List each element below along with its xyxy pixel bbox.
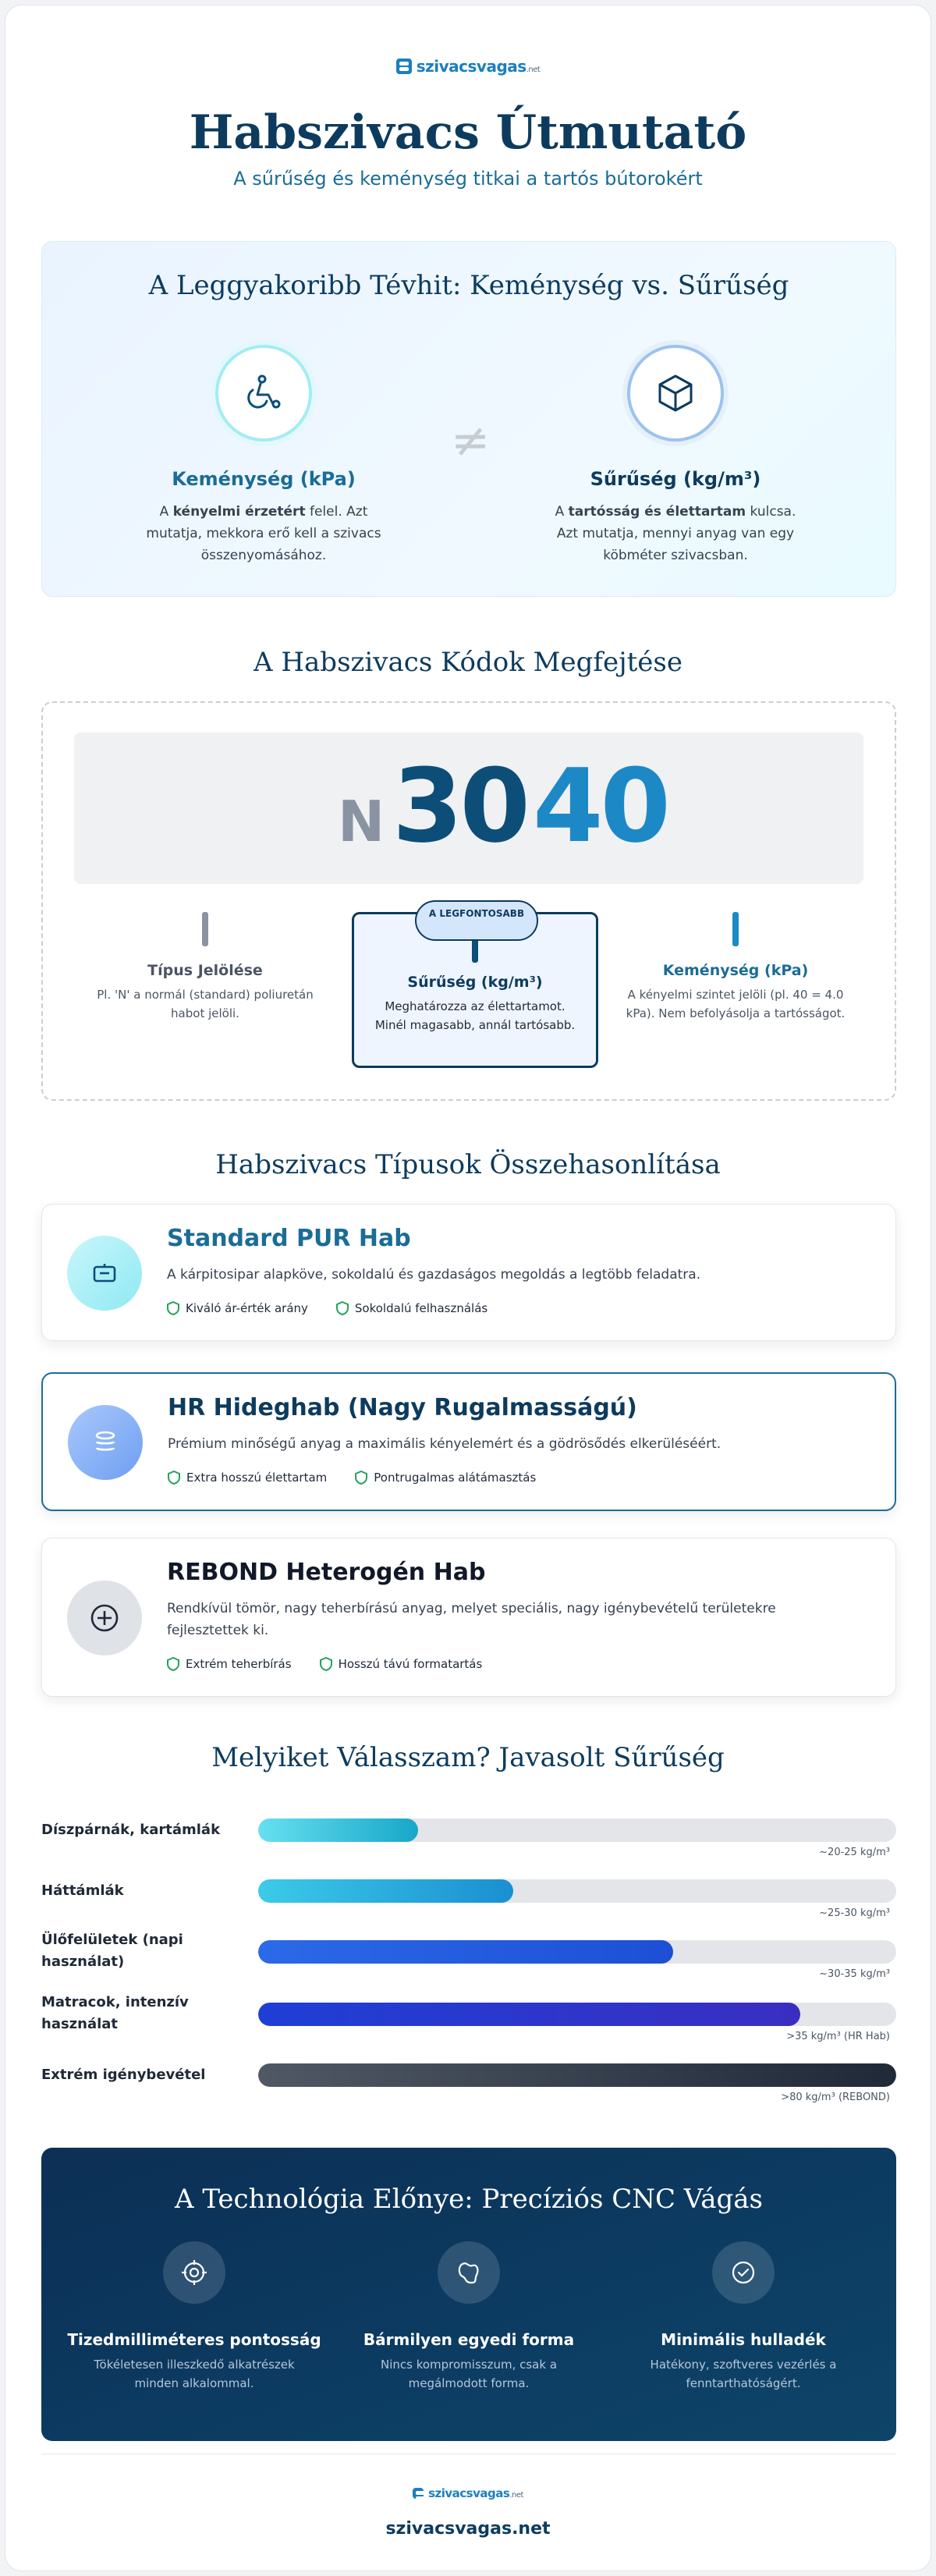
logo-mark-icon [396,59,412,74]
code-hardness-digits: 40 [533,747,668,865]
shield-check-icon [355,1471,367,1485]
density-row-value: >35 kg/m³ (HR Hab) [786,2031,890,2042]
density-bar-track [258,2003,896,2026]
card-features: Extra hosszú élettartam Pontrugalmas alátámasztás [168,1471,536,1485]
density-row-value: ~25-30 kg/m³ [819,1907,890,1919]
comparison-title: Habszivacs Típusok Összehasonlítása [215,1149,721,1180]
tech-heading: Minimális hulladék [661,2330,826,2349]
density-heading: Sűrűség (kg/m³) [590,468,761,490]
density-row-label: Díszpárnák, kartámlák [41,1822,221,1838]
shield-check-icon [320,1657,332,1671]
density-row-label: Háttámlák [41,1882,124,1899]
density-bar-track [258,2063,896,2087]
density-bar-track [258,1818,896,1842]
foam-card-rebond[interactable] [41,1538,896,1697]
myth-section [41,241,896,597]
custom-shape-icon [438,2241,500,2304]
density-row-label: Ülőfelületek (napi használat) [41,1932,183,1970]
density-row-label: Matracok, intenzív használat [41,1994,189,2032]
type-text: Pl. 'N' a normál (standard) poliuretán habot jelöli. [97,988,314,1020]
shield-check-icon [336,1301,349,1315]
technology-section [41,2148,896,2441]
type-marker [202,912,208,946]
foam-card-standard[interactable] [41,1204,896,1341]
technology-title: A Technológia Előnye: Precíziós CNC Vágás [175,2184,763,2215]
density-row-value: ~30-35 kg/m³ [819,1968,890,1980]
density-row-value: ~20-25 kg/m³ [819,1847,890,1858]
target-icon [163,2241,225,2304]
hardness-marker [732,912,739,946]
infographic-page [5,5,931,2571]
tech-heading: Tizedmilliméteres pontosság [67,2330,321,2349]
code-display [74,733,863,884]
page-title: Habszivacs Útmutató [189,105,747,160]
cube-icon [627,345,724,442]
tech-text: Nincs kompromisszum, csak a megálmodott forma. [380,2358,558,2390]
codes-section [41,701,896,1101]
density-bar-fill [258,2003,800,2026]
density-text: A tartósság és élettartam kulcsa. Azt mutatja, mennyi anyag van egy köbméter szivacsban. [555,504,796,563]
card-features: Kiváló ár-érték arány Sokoldalú felhasználás [167,1301,488,1315]
density-bar-fill [258,1879,513,1903]
hardness-heading: Keménység (kPa) [172,468,356,490]
myth-title: A Leggyakoribb Tévhit: Keménység vs. Sűrűség [148,270,789,301]
card-features: Extrém teherbírás Hosszú távú formatartás [167,1657,482,1671]
card-text: Prémium minőségű anyag a maximális kényelemért és a gödrösődés elkerüléséért. [168,1436,722,1452]
code-type-column [88,912,322,1023]
hardness-column [115,345,412,566]
tech-item [62,2241,327,2393]
not-equal-icon: ≠ [451,413,491,468]
tech-item [611,2241,876,2393]
tech-heading: Bármilyen egyedi forma [363,2330,575,2349]
hardness-text: A kényelmi érzetért felel. Azt mutatja, mekkora erő kell a szivacs összenyomásához. [146,504,381,563]
density-title: Melyiket Válasszam? Javasolt Sűrűség [211,1742,725,1773]
density-bar-fill [258,2063,896,2087]
density-bar-track [258,1879,896,1903]
density-row-label: Extrém igénybevétel [41,2067,206,2083]
footer-logo[interactable]: szivacsvagas.net [5,2486,931,2500]
foam-card-hr[interactable] [41,1372,896,1511]
card-title: REBOND Heterogén Hab [167,1559,486,1586]
code-type-letter: N [338,789,385,854]
density-bar-track [258,1940,896,1964]
logo-mark-icon [413,2488,424,2499]
tech-item [336,2241,601,2393]
type-heading: Típus Jelölése [147,962,263,979]
shield-check-icon [167,1657,179,1671]
card-text: A kárpitosipar alapköve, sokoldalú és gazdaságos megoldás a legtöbb feladatra. [167,1267,701,1283]
tech-text: Hatékony, szoftveres vezérlés a fenntarthatóságért. [650,2358,837,2390]
density-row-value: >80 kg/m³ (REBOND) [781,2092,890,2103]
density-column [527,345,824,566]
code-density-box [352,908,598,1068]
code-hardness-text: A kényelmi szintet jelöli (pl. 40 = 4.0 kPa). Nem befolyásolja a tartósságot. [626,988,846,1020]
codes-title: A Habszivacs Kódok Megfejtése [254,647,682,678]
page-subtitle: A sűrűség és keménység titkai a tartós bútorokért [233,168,703,190]
code-hardness-column [619,912,853,1023]
code-density-digits: 30 [392,747,527,865]
card-title: HR Hideghab (Nagy Rugalmasságú) [168,1394,637,1421]
card-title: Standard PUR Hab [167,1225,411,1252]
sofa-icon [67,1236,142,1311]
brand-logo[interactable]: szivacsvagas.net [5,57,931,76]
plus-circle-icon [67,1581,142,1655]
density-bar-fill [258,1818,418,1842]
code-hardness-heading: Keménység (kPa) [662,962,809,979]
density-bar-fill [258,1940,673,1964]
layers-icon [68,1405,143,1480]
card-text: Rendkívül tömör, nagy teherbírású anyag, melyet speciális, nagy igénybevételű területekre fejlesztettek ki. [167,1601,776,1638]
armchair-icon [215,345,312,442]
shield-check-icon [167,1301,179,1315]
most-important-badge: A LEGFONTOSABB [415,900,538,941]
code-density-heading: Sűrűség (kg/m³) [407,974,543,991]
footer-url[interactable]: szivacsvagas.net [385,2519,551,2539]
code-density-text: Meghatározza az élettartamot. Minél magasabb, annál tartósabb. [374,999,576,1032]
shield-check-icon [168,1471,180,1485]
tech-text: Tökéletesen illeszkedő alkatrészek minden alkalommal. [94,2358,295,2390]
check-circle-icon [712,2241,775,2304]
